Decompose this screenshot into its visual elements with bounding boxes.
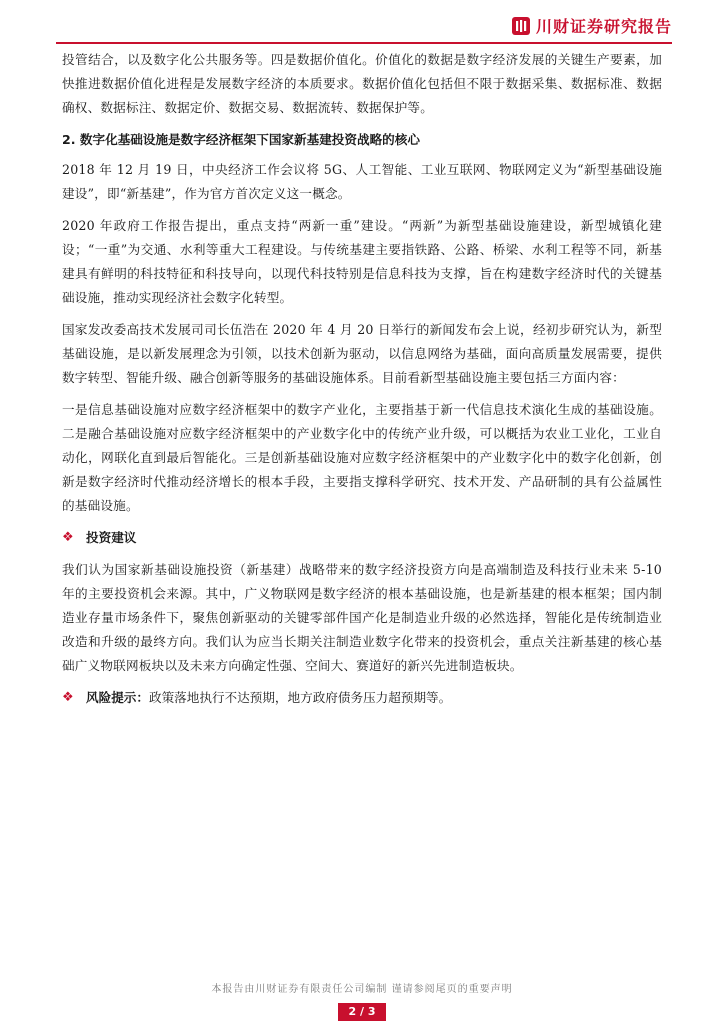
header-rule [56, 42, 672, 44]
risk-warning [62, 686, 662, 710]
paragraph-ndrc: 国家发改委高技术发展司司长伍浩在 2020 年 4 月 20 日举行的新闻发布会上说，经初步研究认为，新型基础设施，是以新发展理念为引领，以技术创新为驱动，以信息网络为基础，面向高质量发展需要，提供数字转型、智能升级、融合创新等服务的基础设施体系。目前看新型基础设施主要包括三方面内容： [62, 322, 662, 385]
paragraph-intro: 投管结合，以及数字化公共服务等。四是数据价值化。价值化的数据是数字经济发展的关键生产要素，加快推进数据价值化进程是发展数字经济的本质要求。数据价值化包括但不限于数据采集、数据标准、数据确权、数据标注、数据定价、数据交易、数据流转、数据保护等。 [62, 52, 662, 115]
footer-disclaimer: 本报告由川财证券有限责任公司编制 谨请参阅尾页的重要声明 [211, 984, 513, 995]
brand-name: 川财证券研究报告 [535, 17, 672, 36]
page-header [0, 0, 724, 44]
paragraph-2018: 2018 年 12 月 19 日，中央经济工作会议将 5G、人工智能、工业互联网、物联网定义为“新型基础设施建设”，即“新基建”，作为官方首次定义这一概念。 [62, 162, 662, 201]
chuancai-logo-icon [511, 16, 531, 36]
report-body [62, 48, 662, 710]
risk-label: 风险提示： [86, 690, 149, 705]
brand [511, 14, 672, 37]
risk-text: 政策落地执行不达预期，地方政府债务压力超预期等。 [148, 690, 452, 705]
investment-advice-heading [62, 526, 662, 550]
section-2-heading: 2. 数字化基础设施是数字经济框架下国家新基建投资战略的核心 [62, 132, 420, 147]
diamond-bullet-icon: ❖ [62, 530, 74, 545]
paragraph-three-aspects: 一是信息基础设施对应数字经济框架中的数字产业化，主要指基于新一代信息技术演化生成的基础设施。二是融合基础设施对应数字经济框架中的产业数字化中的传统产业升级，可以概括为农业工业化，工业自动化，网联化直到最后智能化。三是创新基础设施对应数字经济框架中的产业数字化中的数字化创新，创新是数字经济时代推动经济增长的根本手段，主要指支撑科学研究、技术开发、产品研制的具有公益属性的基础设施。 [62, 402, 662, 513]
investment-advice-title: 投资建议 [86, 530, 137, 545]
diamond-bullet-icon: ❖ [62, 690, 74, 705]
page-number: 2 / 3 [338, 1003, 386, 1021]
paragraph-2020: 2020 年政府工作报告提出，重点支持“两新一重”建设。“两新”为新型基础设施建设，新型城镇化建设；“一重”为交通、水利等重大工程建设。与传统基建主要指铁路、公路、桥梁、水利工程等不同，新基建具有鲜明的科技特征和科技导向，以现代科技特别是信息科技为支撑，旨在构建数字经济时代的关键基础设施，推动实现经济社会数字化转型。 [62, 218, 662, 305]
paragraph-investment: 我们认为国家新基础设施投资（新基建）战略带来的数字经济投资方向是高端制造及科技行业未来 5-10 年的主要投资机会来源。其中，广义物联网是数字经济的根本基础设施，也是新基建的根本框架；国内制造业存量市场条件下，聚焦创新驱动的关键零部件国产化是制造业升级的必然选择，智能化是传统制造业改造和升级的最终方向。我们认为应当长期关注制造业数字化带来的投资机会，重点关注新基建的核心基础广义物联网板块以及未来方向确定性强、空间大、赛道好的新兴先进制造板块。 [62, 562, 662, 673]
